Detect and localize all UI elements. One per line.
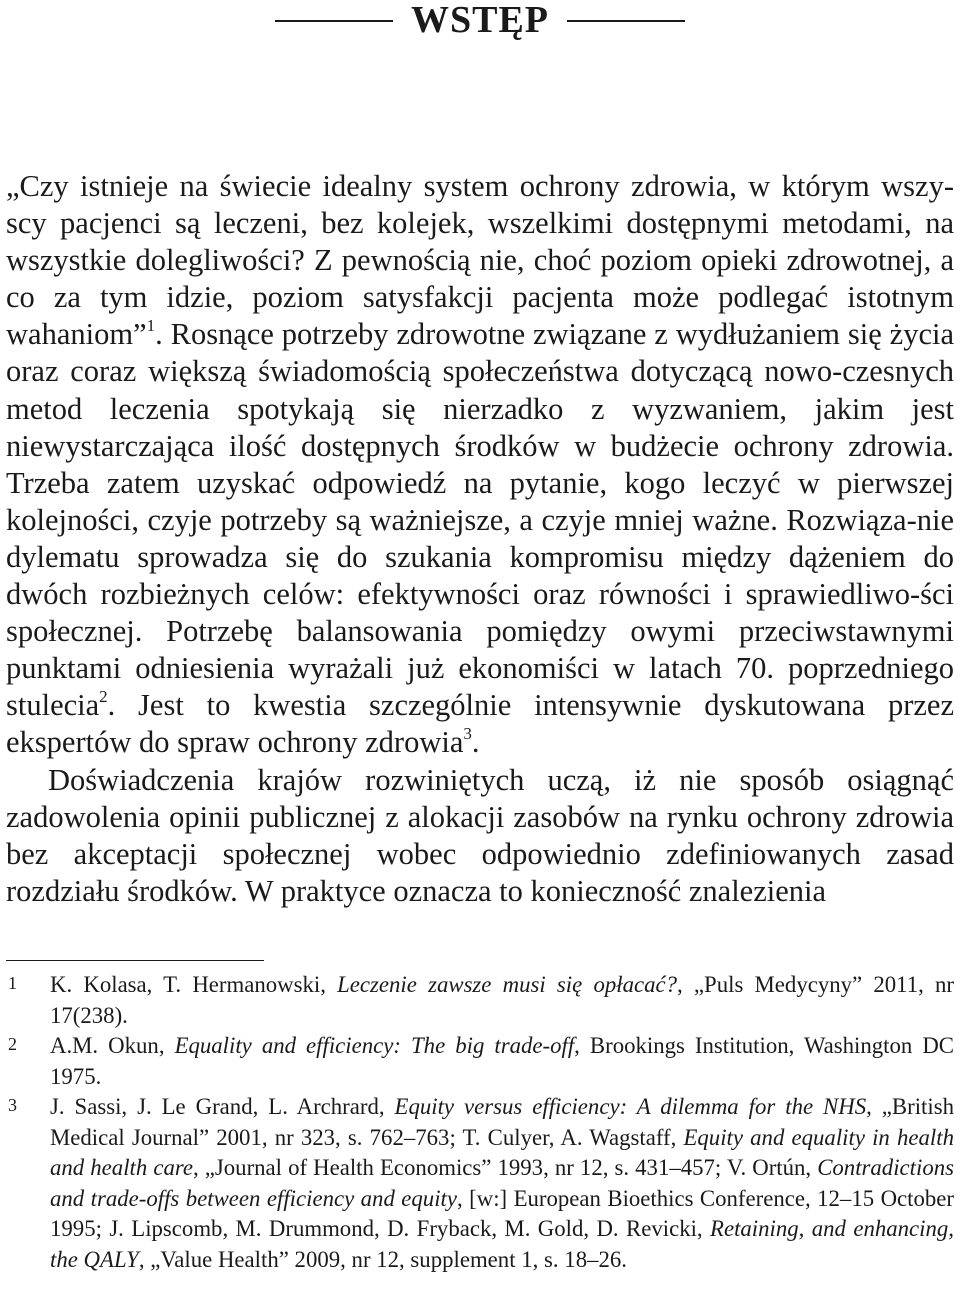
footnote-1 bbox=[6, 970, 954, 1031]
footnote-ref-3: 3 bbox=[463, 724, 472, 744]
footnote-title: Equity versus efficiency: A dilemma for the NHS bbox=[394, 1094, 867, 1119]
footnote-title: Equity and equality in health and health care bbox=[50, 1124, 954, 1180]
footnote-text bbox=[50, 970, 954, 1031]
chapter-heading bbox=[0, 0, 960, 40]
paragraph-1-end: . bbox=[471, 725, 480, 760]
chapter-title: WSTĘP bbox=[410, 0, 550, 41]
footnote-separator bbox=[6, 960, 264, 961]
footnote-ref-1: 1 bbox=[146, 316, 156, 336]
heading-rule-left bbox=[275, 20, 393, 22]
paragraph-1 bbox=[6, 168, 954, 762]
footnote-source: , Brookings Institution, Washington DC 1975. bbox=[50, 1033, 955, 1089]
footnote-ref-2: 2 bbox=[99, 687, 108, 707]
footnote-segment: , [w:] European Bioethics Conference, 12–15 October 1995; J. Lipscomb, M. Drummond, D. Fryback, M. Gold, D. Revicki, bbox=[50, 1185, 954, 1241]
footnote-segment: J. Sassi, J. Le Grand, L. Archrard, bbox=[50, 1094, 395, 1119]
body-text bbox=[6, 168, 954, 910]
footnote-number: 2 bbox=[8, 1034, 17, 1054]
footnote-author: K. Kolasa, T. Hermanowski, bbox=[50, 972, 338, 997]
footnotes bbox=[6, 970, 954, 1275]
footnote-3 bbox=[6, 1092, 954, 1275]
paragraph-1-body: . Rosnące potrzeby zdrowotne związane z wydłużaniem się życia oraz coraz większą świadomością społeczeństwa dotyczącą nowo-czesnych metod leczenia spotykają się nierzadko z wyzwaniem, jakim jest niewystarczająca ilość dostępnych środków w budżecie ochrony zdrowia. Trzeba zatem uzyskać odpowiedź na pytanie, kogo leczyć w pierwszej kolejności, czyje potrzeby są ważniejsze, a czyje mniej ważne. Rozwiąza-nie dylematu sprowadza się do szukania kompromisu między dążeniem do dwóch rozbieżnych celów: efektywności oraz równości i sprawiedliwo-ści społecznej. Potrzebę balansowania pomiędzy owymi przeciwstawnymi punktami odniesienia wyrażali już ekonomiści w latach 70. poprzedniego stulecia bbox=[6, 317, 954, 723]
footnote-text bbox=[50, 1031, 954, 1092]
footnote-number: 3 bbox=[8, 1095, 17, 1115]
footnote-number: 1 bbox=[8, 973, 17, 993]
footnote-segment: , „Value Health” 2009, nr 12, supplement 1, s. 18–26. bbox=[138, 1246, 627, 1272]
footnote-source: , „Puls Medycyny” 2011, nr 17(238). bbox=[50, 972, 955, 1028]
footnote-2 bbox=[6, 1031, 954, 1092]
paragraph-2: Doświadczenia krajów rozwiniętych uczą, iż nie sposób osiągnąć zadowolenia opinii publicznej z alokacji zasobów na rynku ochrony zdrowia bez akceptacji społecznej wobec odpowiednio zdefiniowanych zasad rozdziału środków. W praktyce oznacza to konieczność znalezienia bbox=[6, 762, 954, 908]
footnote-author: A.M. Okun, bbox=[50, 1033, 175, 1058]
paragraph-1-quote: „Czy istnieje na świecie idealny system ochrony zdrowia, w którym wszy-scy pacjenci są leczeni, bez kolejek, wszelkimi dostępnymi metodami, na wszystkie dolegliwości? Z pewnością nie, choć poziom opieki zdrowotnej, a co za tym idzie, poziom satysfakcji pacjenta może podlegać istotnym wahaniom” bbox=[6, 169, 954, 352]
footnote-title: Leczenie zawsze musi się opłacać? bbox=[337, 972, 678, 997]
heading-rule-right bbox=[567, 20, 685, 22]
paragraph-1-tail: . Jest to kwestia szczególnie intensywnie dyskutowana przez ekspertów do spraw ochrony zdrowia bbox=[6, 688, 954, 760]
footnote-title: Retaining, and enhancing, the QALY bbox=[50, 1216, 955, 1272]
footnote-segment: , „Journal of Health Economics” 1993, nr 12, s. 431–457; V. Ortún, bbox=[193, 1155, 818, 1180]
footnote-text bbox=[50, 1092, 954, 1275]
footnote-title: Equality and efficiency: The big trade-off bbox=[174, 1033, 575, 1058]
footnote-title: Contradictions and trade-offs between efficiency and equity bbox=[50, 1155, 954, 1211]
footnote-segment: , „British Medical Journal” 2001, nr 323, s. 762–763; T. Culyer, A. Wagstaff, bbox=[50, 1094, 954, 1150]
